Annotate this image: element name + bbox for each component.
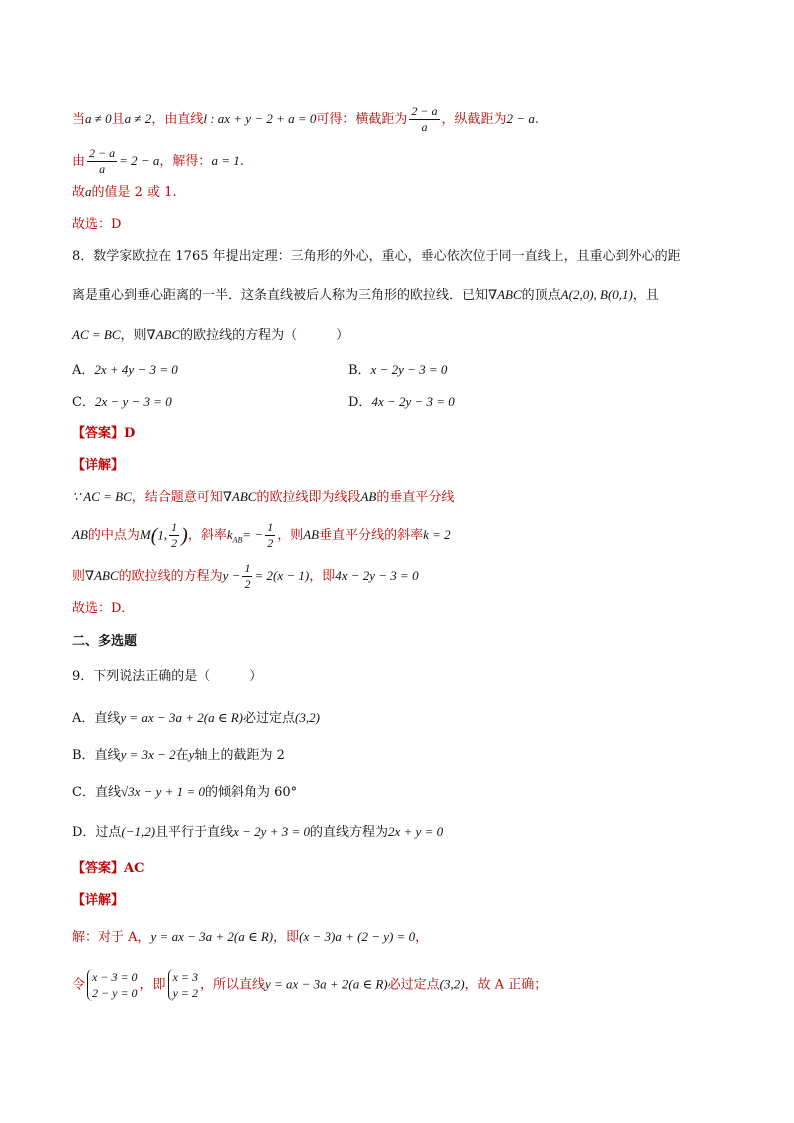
q8-detail-line-2: AB的中点为M(1, $\frac{1}{2}$ )，斜率$k_{AB}=$ − $\frac{1}{2}$ ，则AB垂直平分线的斜率k = 2: [72, 520, 451, 550]
q8-stem-line-1: 8．数学家欧拉在 1765 年提出定理：三角形的外心，重心，垂心依次位于同一直线上，且重心到外心的距: [72, 249, 681, 264]
text: ，解得：: [159, 154, 212, 169]
text: ，则: [120, 328, 147, 343]
q8-stem-line-2: [72, 284, 659, 307]
text: .: [239, 154, 244, 169]
text: 的值是 2 或 1.: [91, 185, 177, 200]
math: a = 1: [211, 153, 240, 168]
math: a ≠ 0: [85, 111, 112, 126]
q8-detail-line-3: 则∇ABC的欧拉线的方程为y − $\frac{1}{2}$ = 2(x − 1)，即4x − 2y − 3 = 0: [72, 561, 419, 591]
math: ∇ABC: [146, 327, 181, 342]
math: a: [85, 184, 92, 199]
q8-option-d: D．4x − 2y − 3 = 0: [348, 394, 455, 410]
equation-system: x = 3 y = 2: [168, 969, 198, 1001]
q8-stem-line-3: [72, 324, 349, 347]
text: 的欧拉线的方程为（ ）: [180, 328, 350, 343]
fraction: $\frac{1}{2}$: [267, 520, 274, 550]
section-heading: 二、多选题: [72, 634, 138, 649]
solution-choice: 故选：D: [72, 217, 122, 232]
q9-option-a: A．直线y = ax − 3a + 2(a ∈ R)必过定点(3,2): [72, 710, 320, 726]
text: 的顶点: [521, 288, 561, 303]
solution-line-1: [72, 104, 539, 135]
text: 故: [72, 185, 86, 200]
math: = 2 − a: [119, 153, 160, 168]
q9-detail-line-2: 令 x − 3 = 0 2 − y = 0 ，即 x = 3 y = 2 ，所以直线y = ax − 3a + 2(a ∈ R)必过定点(3,2)，故 A 正确；: [72, 970, 548, 1000]
math: l : ax + y − 2 + a = 0: [203, 111, 317, 126]
q8-answer: 【答案】D: [72, 426, 136, 441]
math: ∇ABC: [488, 287, 522, 302]
q9-answer: 【答案】AC: [72, 861, 145, 876]
math: a ≠ 2: [124, 111, 152, 126]
text: 离是重心到垂心距离的一半．这条直线被后人称为三角形的欧拉线．已知: [72, 288, 489, 303]
solution-line-2: [72, 146, 244, 177]
text: ，纵截距为: [441, 112, 507, 127]
q9-option-d: D．过点(−1,2)且平行于直线x − 2y + 3 = 0的直线方程为2x + y = 0: [72, 824, 444, 840]
fraction: $\frac{2 - a}{a}$: [89, 146, 116, 176]
q9-detail-line-1: 解：对于 A，y = ax − 3a + 2(a ∈ R)，即(x − 3)a + (2 − y) = 0，: [72, 929, 429, 945]
q8-detail-end: 故选：D．: [72, 601, 135, 616]
q9-stem: 9．下列说法正确的是（ ）: [72, 669, 263, 684]
text: 且: [111, 112, 125, 127]
text: 由: [72, 154, 86, 169]
q9-option-b: B．直线y = 3x − 2在y轴上的截距为 2: [72, 747, 285, 763]
q8-detail-line-1: ∵ AC = BC，结合题意可知∇ABC的欧拉线即为线段AB的垂直平分线: [72, 489, 455, 505]
text: 可得：横截距为: [316, 112, 408, 127]
math: 2 − a: [506, 111, 535, 126]
solution-line-3: [72, 181, 177, 204]
q8-detail-heading: 【详解】: [72, 458, 125, 473]
math: A(2,0), B(0,1): [560, 287, 633, 302]
equation-system: x − 3 = 0 2 − y = 0: [87, 969, 138, 1001]
fraction: $\frac{2 - a}{a}$: [411, 104, 438, 134]
q9-detail-heading: 【详解】: [72, 893, 125, 908]
q8-option-b: B．x − 2y − 3 = 0: [348, 362, 448, 378]
math: AC = BC: [72, 327, 121, 342]
fraction: $\frac{1}{2}$: [171, 520, 178, 550]
fraction: $\frac{1}{2}$: [244, 561, 251, 591]
q8-option-a: A．2x + 4y − 3 = 0: [72, 362, 178, 378]
text: .: [534, 112, 539, 127]
text: ，由直线: [151, 112, 204, 127]
text: 当: [72, 112, 86, 127]
text: ，且: [632, 288, 659, 303]
q9-option-c: C．直线√3x − y + 1 = 0的倾斜角为 60°: [72, 784, 298, 800]
q8-option-c: C．2x − y − 3 = 0: [72, 394, 172, 410]
